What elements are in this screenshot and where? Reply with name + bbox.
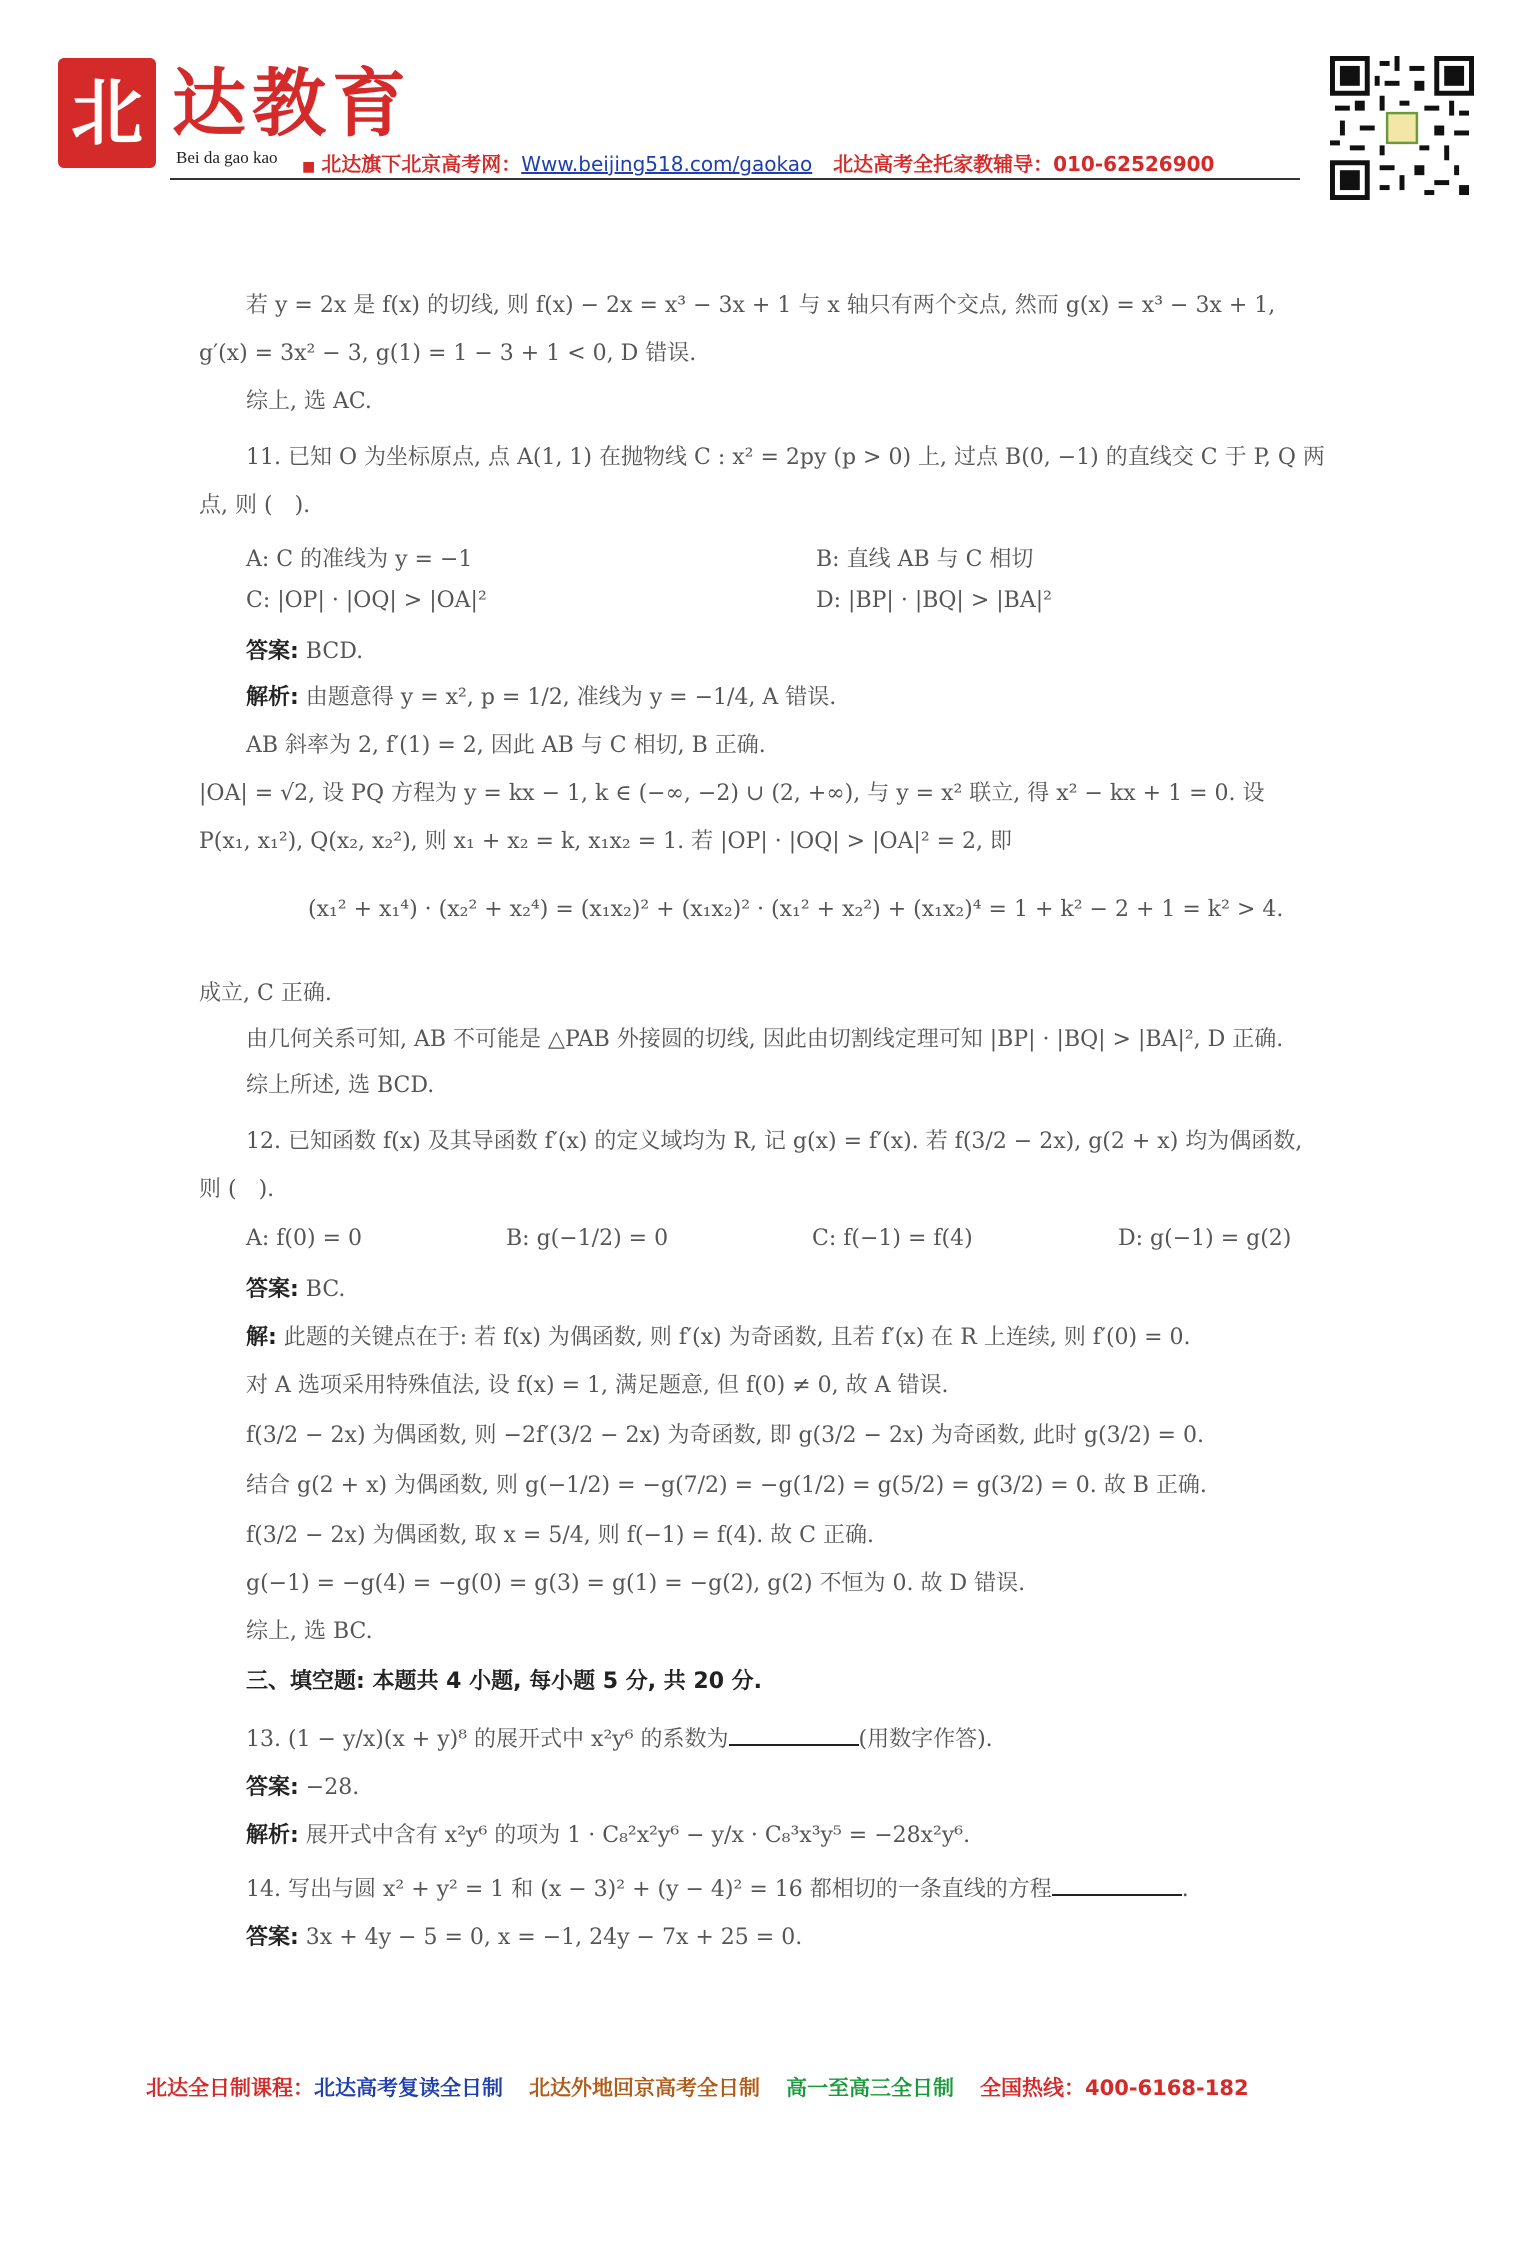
option-a: A: f(0) = 0 xyxy=(246,1226,363,1251)
footer-courses-label: 北达全日制课程： xyxy=(146,2076,314,2100)
question-13-stem: 13. (1 − y/x)(x + y)⁸ 的展开式中 x²y⁶ 的系数为 xyxy=(246,1727,729,1752)
footer-course-repeat: 北达高考复读全日制 xyxy=(314,2076,503,2100)
answer-value: BCD. xyxy=(298,639,364,664)
logo-text: 达教育 xyxy=(172,61,412,147)
answer-line xyxy=(246,634,363,665)
logo-icon: 北 xyxy=(58,58,156,168)
answer-label: 答案: xyxy=(246,1277,299,1302)
option-a: A: C 的准线为 y = −1 xyxy=(246,547,473,572)
header-site-link[interactable]: Www.beijing518.com/gaokao xyxy=(521,152,813,176)
text-line: 对 A 选项采用特殊值法, 设 f(x) = 1, 满足题意, 但 f(0) ≠ 0, 故 A 错误. xyxy=(246,1373,949,1398)
question-14-tail: . xyxy=(1181,1877,1189,1902)
question-11-stem-cont: 点, 则 ( ). xyxy=(199,493,311,518)
text-line: AB 斜率为 2, f′(1) = 2, 因此 AB 与 C 相切, B 正确. xyxy=(246,733,766,758)
question-12-stem: 12. 已知函数 f(x) 及其导函数 f′(x) 的定义域均为 R, 记 g(x) = f′(x). 若 f(3/2 − 2x), g(2 + x) 均为偶函数, xyxy=(246,1129,1303,1154)
text-line: 结合 g(2 + x) 为偶函数, 则 g(−1/2) = −g(7/2) = −g(1/2) = g(5/2) = g(3/2) = 0. 故 B 正确. xyxy=(246,1473,1207,1498)
solution-label: 解: xyxy=(246,1325,277,1350)
solution-line xyxy=(246,680,836,711)
text-line: 综上所述, 选 BCD. xyxy=(246,1073,435,1098)
answer-value: −28. xyxy=(298,1775,360,1800)
section-heading: 三、填空题: 本题共 4 小题, 每小题 5 分, 共 20 分. xyxy=(246,1669,763,1694)
option-b: B: 直线 AB 与 C 相切 xyxy=(816,547,1034,572)
footer-course-beijing: 北达外地回京高考全日制 xyxy=(529,2076,760,2100)
page-header xyxy=(0,0,1535,220)
header-site-label: 北达旗下北京高考网： xyxy=(321,152,522,176)
footer-course-highschool: 高一至高三全日制 xyxy=(786,2076,954,2100)
answer-line xyxy=(246,1770,359,1801)
header-phone: 北达高考全托家教辅导：010-62526900 xyxy=(833,152,1215,176)
solution-text: 展开式中含有 x²y⁶ 的项为 1 · C₈²x²y⁶ − y/x · C₈³x³y⁵ = −28x²y⁶. xyxy=(298,1823,971,1848)
option-d: D: g(−1) = g(2) xyxy=(1118,1226,1292,1251)
answer-value: BC. xyxy=(298,1277,346,1302)
text-line: g(−1) = −g(4) = −g(0) = g(3) = g(1) = −g(2), g(2) 不恒为 0. 故 D 错误. xyxy=(246,1571,1026,1596)
square-bullet-icon: ■ xyxy=(302,159,316,175)
footer-hotline: 全国热线：400-6168-182 xyxy=(980,2076,1249,2100)
answer-blank xyxy=(1052,1874,1182,1896)
text-line: 若 y = 2x 是 f(x) 的切线, 则 f(x) − 2x = x³ − 3x + 1 与 x 轴只有两个交点, 然而 g(x) = x³ − 3x + 1, xyxy=(246,293,1276,318)
text-line: 综上, 选 AC. xyxy=(246,389,372,414)
text-line: P(x₁, x₁²), Q(x₂, x₂²), 则 x₁ + x₂ = k, x₁x₂ = 1. 若 |OP| · |OQ| > |OA|² = 2, 即 xyxy=(199,829,1013,854)
answer-line xyxy=(246,1920,802,1951)
option-c: C: |OP| · |OQ| > |OA|² xyxy=(246,588,487,613)
solution-line xyxy=(246,1818,970,1849)
header-info xyxy=(302,148,1214,177)
answer-label: 答案: xyxy=(246,1925,299,1950)
text-line: f(3/2 − 2x) 为偶函数, 取 x = 5/4, 则 f(−1) = f(4). 故 C 正确. xyxy=(246,1523,874,1548)
solution-label: 解析: xyxy=(246,1823,299,1848)
option-b: B: g(−1/2) = 0 xyxy=(506,1226,669,1251)
answer-line xyxy=(246,1272,345,1303)
solution-line xyxy=(246,1320,1191,1351)
question-14-stem: 14. 写出与圆 x² + y² = 1 和 (x − 3)² + (y − 4)² = 16 都相切的一条直线的方程 xyxy=(246,1877,1052,1902)
text-line: 由几何关系可知, AB 不可能是 △PAB 外接圆的切线, 因此由切割线定理可知 |BP| · |BQ| > |BA|², D 正确. xyxy=(246,1027,1284,1052)
question-13 xyxy=(246,1722,993,1753)
solution-text: 由题意得 y = x², p = 1/2, 准线为 y = −1/4, A 错误. xyxy=(298,685,837,710)
option-d: D: |BP| · |BQ| > |BA|² xyxy=(816,588,1052,613)
answer-label: 答案: xyxy=(246,639,299,664)
page-footer xyxy=(146,2072,1406,2102)
text-line: |OA| = √2, 设 PQ 方程为 y = kx − 1, k ∈ (−∞, −2) ∪ (2, +∞), 与 y = x² 联立, 得 x² − kx + 1 = 0. 设 xyxy=(199,781,1265,806)
display-formula: (x₁² + x₁⁴) · (x₂² + x₂⁴) = (x₁x₂)² + (x₁x₂)² · (x₁² + x₂²) + (x₁x₂)⁴ = 1 + k² − 2 + 1 = k² > 4. xyxy=(308,897,1284,922)
text-line: g′(x) = 3x² − 3, g(1) = 1 − 3 + 1 < 0, D 错误. xyxy=(199,341,697,366)
header-divider xyxy=(170,178,1300,180)
text-line: f(3/2 − 2x) 为偶函数, 则 −2f′(3/2 − 2x) 为奇函数, 即 g(3/2 − 2x) 为奇函数, 此时 g(3/2) = 0. xyxy=(246,1423,1204,1448)
solution-text: 此题的关键点在于: 若 f(x) 为偶函数, 则 f′(x) 为奇函数, 且若 f′(x) 在 R 上连续, 则 f′(0) = 0. xyxy=(276,1325,1191,1350)
question-14 xyxy=(246,1872,1189,1903)
solution-label: 解析: xyxy=(246,685,299,710)
question-11-stem: 11. 已知 O 为坐标原点, 点 A(1, 1) 在抛物线 C : x² = 2py (p > 0) 上, 过点 B(0, −1) 的直线交 C 于 P, Q 两 xyxy=(246,445,1325,470)
option-c: C: f(−1) = f(4) xyxy=(812,1226,973,1251)
question-12-stem-cont: 则 ( ). xyxy=(199,1177,275,1202)
answer-label: 答案: xyxy=(246,1775,299,1800)
answer-value: 3x + 4y − 5 = 0, x = −1, 24y − 7x + 25 = 0. xyxy=(298,1925,803,1950)
qr-code-icon xyxy=(1330,56,1474,200)
text-line: 成立, C 正确. xyxy=(199,981,332,1006)
answer-blank xyxy=(729,1724,859,1746)
text-line: 综上, 选 BC. xyxy=(246,1619,373,1644)
question-13-tail: (用数字作答). xyxy=(858,1727,993,1752)
logo-pinyin: Bei da gao kao xyxy=(176,148,278,167)
